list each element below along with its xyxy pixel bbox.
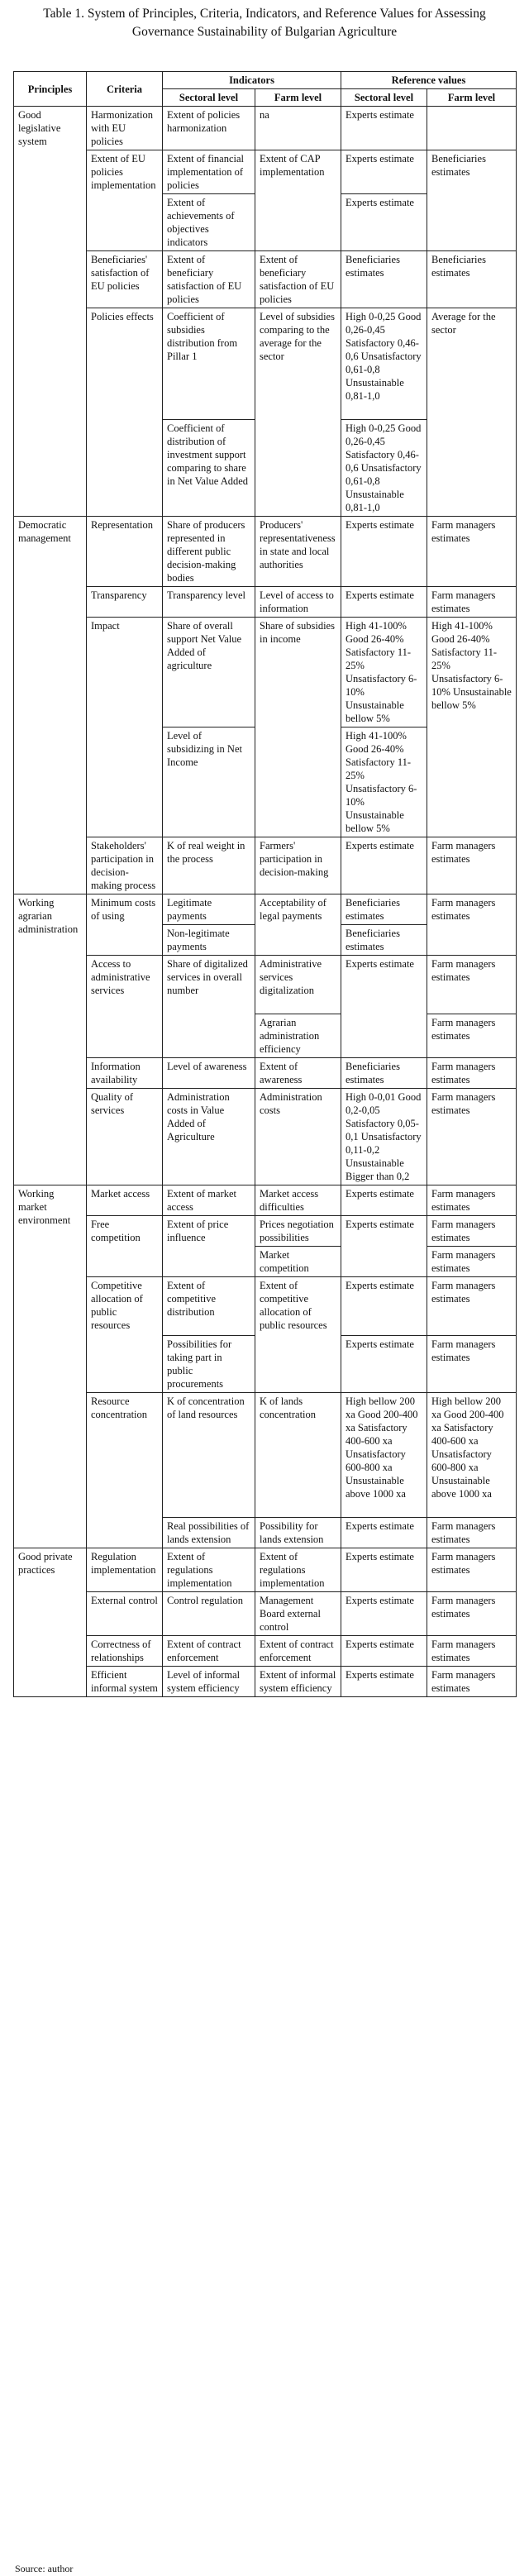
ref-sector-cell: Experts estimate [341, 1336, 427, 1393]
farm-indicator-cell: Share of subsidies in income [255, 618, 341, 837]
criterion-cell: Efficient informal system [87, 1667, 163, 1697]
principle-cell: Working agrarian administration [14, 894, 87, 1185]
sectoral-indicator-cell: Extent of contract enforcement [163, 1636, 255, 1667]
farm-indicator-cell: Administrative services digitalization [255, 956, 341, 1014]
farm-indicator-cell: Administration costs [255, 1089, 341, 1185]
ref-sector-cell: Beneficiaries estimates [341, 894, 427, 925]
sectoral-indicator-cell: Transparency level [163, 587, 255, 618]
ref-sector-cell: Experts estimate [341, 956, 427, 1058]
sectoral-indicator-cell: Real possibilities of lands extension [163, 1518, 255, 1548]
criterion-cell: Policies effects [87, 308, 163, 517]
ref-sector-cell: Experts estimate [341, 1548, 427, 1592]
farm-indicator-cell: Extent of contract enforcement [255, 1636, 341, 1667]
ref-sector-cell: Beneficiaries estimates [341, 251, 427, 308]
sectoral-indicator-cell: Extent of price influence [163, 1216, 255, 1277]
farm-indicator-cell: Extent of beneficiary satisfaction of EU policies [255, 251, 341, 308]
sectoral-indicator-cell: Control regulation [163, 1592, 255, 1636]
table-row [14, 1592, 517, 1636]
ref-sector-cell: Experts estimate [341, 1185, 427, 1216]
ref-sector-cell: Experts estimate [341, 837, 427, 894]
criterion-cell: Minimum costs of using [87, 894, 163, 956]
farm-indicator-cell: Extent of competitive allocation of public resources [255, 1277, 341, 1393]
criterion-cell: Free competition [87, 1216, 163, 1277]
farm-indicator-cell: Agrarian administration efficiency [255, 1014, 341, 1058]
sectoral-indicator-cell: Extent of achievements of objectives indicators [163, 194, 255, 251]
ref-sector-cell: Experts estimate [341, 1636, 427, 1667]
criterion-cell: Transparency [87, 587, 163, 618]
farm-indicator-cell: Extent of informal system efficiency [255, 1667, 341, 1697]
ref-farm-cell: Farm managers estimates [427, 1548, 517, 1592]
ref-farm-cell: Farm managers estimates [427, 1518, 517, 1548]
header-farm-level: Farm level [255, 89, 341, 107]
ref-sector-cell: Experts estimate [341, 150, 427, 194]
ref-sector-cell: Experts estimate [341, 1216, 427, 1277]
ref-farm-cell: High 41-100% Good 26-40% Satisfactory 11-25% Unsatisfactory 6-10% Unsustainable bellow 5% [427, 618, 517, 837]
sectoral-indicator-cell: Extent of beneficiary satisfaction of EU policies [163, 251, 255, 308]
ref-farm-cell: Farm managers estimates [427, 587, 517, 618]
sectoral-indicator-cell: Extent of competitive distribution [163, 1277, 255, 1336]
sectoral-indicator-cell: K of real weight in the process [163, 837, 255, 894]
ref-farm-cell: Beneficiaries estimates [427, 150, 517, 251]
sectoral-indicator-cell: Administration costs in Value Added of Agriculture [163, 1089, 255, 1185]
criterion-cell: Harmonization with EU policies [87, 107, 163, 150]
sectoral-indicator-cell: Share of digitalized services in overall number [163, 956, 255, 1058]
table-row [14, 150, 517, 194]
criterion-cell: Impact [87, 618, 163, 837]
table-row [14, 107, 517, 150]
table-row [14, 1185, 517, 1216]
ref-farm-cell: Farm managers estimates [427, 1058, 517, 1089]
ref-sector-cell: Experts estimate [341, 1667, 427, 1697]
ref-farm-cell: Farm managers estimates [427, 1014, 517, 1058]
ref-sector-cell: Experts estimate [341, 107, 427, 150]
ref-farm-cell: High bellow 200 xa Good 200-400 xa Satisfactory 400-600 xa Unsatisfactory 600-800 xa Unsustainable above 1000 xa [427, 1393, 517, 1518]
table-row [14, 1277, 517, 1336]
criterion-cell: Stakeholders' participation in decision-making process [87, 837, 163, 894]
table-row [14, 1548, 517, 1592]
sectoral-indicator-cell: Non-legitimate payments [163, 925, 255, 956]
ref-sector-cell: High 0-0,01 Good 0,2-0,05 Satisfactory 0,05-0,1 Unsatisfactory 0,11-0,2 Unsustainable Bigger than 0,2 [341, 1089, 427, 1185]
table-row [14, 956, 517, 1014]
header-criteria: Criteria [87, 72, 163, 107]
ref-farm-cell: Farm managers estimates [427, 894, 517, 956]
ref-sector-cell: High bellow 200 xa Good 200-400 xa Satisfactory 400-600 xa Unsatisfactory 600-800 xa Unsustainable above 1000 xa [341, 1393, 427, 1518]
table-row [14, 894, 517, 925]
table-row [14, 1636, 517, 1667]
sectoral-indicator-cell: Extent of regulations implementation [163, 1548, 255, 1592]
criterion-cell: External control [87, 1592, 163, 1636]
criterion-cell: Access to administrative services [87, 956, 163, 1058]
sectoral-indicator-cell: Level of informal system efficiency [163, 1667, 255, 1697]
table-row [14, 308, 517, 420]
principle-cell: Good private practices [14, 1548, 87, 1697]
farm-indicator-cell: Producers' representativeness in state and local authorities [255, 517, 341, 587]
farm-indicator-cell: Extent of regulations implementation [255, 1548, 341, 1592]
criterion-cell: Resource concentration [87, 1393, 163, 1548]
header-indicators: Indicators [163, 72, 341, 89]
sectoral-indicator-cell: Possibilities for taking part in public procurements [163, 1336, 255, 1393]
ref-sector-cell: High 41-100% Good 26-40% Satisfactory 11-25% Unsatisfactory 6-10% Unsustainable bellow 5% [341, 618, 427, 727]
governance-table [13, 71, 517, 1697]
farm-indicator-cell: na [255, 107, 341, 150]
table-container [13, 71, 516, 1697]
criterion-cell: Representation [87, 517, 163, 587]
header-sectoral-level-ref: Sectoral level [341, 89, 427, 107]
table-row [14, 1058, 517, 1089]
criterion-cell: Competitive allocation of public resources [87, 1277, 163, 1393]
ref-farm-cell: Beneficiaries estimates [427, 251, 517, 308]
table-row [14, 618, 517, 727]
sectoral-indicator-cell: Extent of policies harmonization [163, 107, 255, 150]
ref-farm-cell [427, 107, 517, 150]
sectoral-indicator-cell: Level of awareness [163, 1058, 255, 1089]
principle-cell: Working market environment [14, 1185, 87, 1548]
criterion-cell: Correctness of relationships [87, 1636, 163, 1667]
ref-farm-cell: Farm managers estimates [427, 1336, 517, 1393]
criterion-cell: Extent of EU policies implementation [87, 150, 163, 251]
ref-sector-cell: Beneficiaries estimates [341, 925, 427, 956]
farm-indicator-cell: Management Board external control [255, 1592, 341, 1636]
sectoral-indicator-cell: Extent of financial implementation of policies [163, 150, 255, 194]
ref-sector-cell: Experts estimate [341, 587, 427, 618]
header-row-1 [14, 72, 517, 89]
ref-sector-cell: Experts estimate [341, 517, 427, 587]
farm-indicator-cell: Market competition [255, 1247, 341, 1277]
sectoral-indicator-cell: Coefficient of distribution of investment support comparing to share in Net Value Added [163, 420, 255, 517]
ref-farm-cell: Farm managers estimates [427, 1277, 517, 1336]
source-note: Source: author [15, 2563, 74, 2574]
sectoral-indicator-cell: Legitimate payments [163, 894, 255, 925]
table-row [14, 837, 517, 894]
ref-farm-cell: Farm managers estimates [427, 1636, 517, 1667]
ref-sector-cell: Experts estimate [341, 1592, 427, 1636]
farm-indicator-cell: Level of subsidies comparing to the average for the sector [255, 308, 341, 517]
header-sectoral-level: Sectoral level [163, 89, 255, 107]
ref-farm-cell: Farm managers estimates [427, 956, 517, 1014]
criterion-cell: Beneficiaries' satisfaction of EU policies [87, 251, 163, 308]
ref-sector-cell: High 0-0,25 Good 0,26-0,45 Satisfactory 0,46-0,6 Unsatisfactory 0,61-0,8 Unsustainable 0,81-1,0 [341, 308, 427, 420]
ref-sector-cell: Experts estimate [341, 194, 427, 251]
header-reference-values: Reference values [341, 72, 517, 89]
table-row [14, 1667, 517, 1697]
ref-sector-cell: Experts estimate [341, 1277, 427, 1336]
principle-cell: Good legislative system [14, 107, 87, 517]
farm-indicator-cell: Extent of awareness [255, 1058, 341, 1089]
criterion-cell: Regulation implementation [87, 1548, 163, 1592]
header-farm-level-ref: Farm level [427, 89, 517, 107]
farm-indicator-cell: Possibility for lands extension [255, 1518, 341, 1548]
ref-farm-cell: Farm managers estimates [427, 1667, 517, 1697]
ref-farm-cell: Farm managers estimates [427, 1247, 517, 1277]
ref-farm-cell: Farm managers estimates [427, 1216, 517, 1247]
ref-sector-cell: Beneficiaries estimates [341, 1058, 427, 1089]
farm-indicator-cell: Acceptability of legal payments [255, 894, 341, 956]
sectoral-indicator-cell: Extent of market access [163, 1185, 255, 1216]
farm-indicator-cell: Extent of CAP implementation [255, 150, 341, 251]
criterion-cell: Quality of services [87, 1089, 163, 1185]
table-row [14, 1216, 517, 1247]
header-principles: Principles [14, 72, 87, 107]
ref-farm-cell: Average for the sector [427, 308, 517, 517]
table-row [14, 517, 517, 587]
criterion-cell: Information availability [87, 1058, 163, 1089]
sectoral-indicator-cell: Share of overall support Net Value Added of agriculture [163, 618, 255, 727]
farm-indicator-cell: Prices negotiation possibilities [255, 1216, 341, 1247]
table-row [14, 251, 517, 308]
sectoral-indicator-cell: Level of subsidizing in Net Income [163, 727, 255, 837]
farm-indicator-cell: Market access difficulties [255, 1185, 341, 1216]
farm-indicator-cell: Level of access to information [255, 587, 341, 618]
principle-cell: Democratic management [14, 517, 87, 894]
ref-farm-cell: Farm managers estimates [427, 1185, 517, 1216]
sectoral-indicator-cell: K of concentration of land resources [163, 1393, 255, 1518]
sectoral-indicator-cell: Coefficient of subsidies distribution from Pillar 1 [163, 308, 255, 420]
criterion-cell: Market access [87, 1185, 163, 1216]
ref-sector-cell: High 41-100% Good 26-40% Satisfactory 11-25% Unsatisfactory 6-10% Unsustainable bellow 5% [341, 727, 427, 837]
ref-farm-cell: Farm managers estimates [427, 1592, 517, 1636]
table-row [14, 587, 517, 618]
sectoral-indicator-cell: Share of producers represented in different public decision-making bodies [163, 517, 255, 587]
ref-farm-cell: Farm managers estimates [427, 837, 517, 894]
table-row [14, 1089, 517, 1185]
farm-indicator-cell: Farmers' participation in decision-making [255, 837, 341, 894]
ref-sector-cell: Experts estimate [341, 1518, 427, 1548]
farm-indicator-cell: K of lands concentration [255, 1393, 341, 1518]
ref-farm-cell: Farm managers estimates [427, 1089, 517, 1185]
table-title: Table 1. System of Principles, Criteria, Indicators, and Reference Values for Assessing Governance Sustainability of Bulgarian Agriculture [43, 7, 486, 39]
ref-farm-cell: Farm managers estimates [427, 517, 517, 587]
ref-sector-cell: High 0-0,25 Good 0,26-0,45 Satisfactory 0,46-0,6 Unsatisfactory 0,61-0,8 Unsustainable 0,81-1,0 [341, 420, 427, 517]
table-row [14, 1393, 517, 1518]
